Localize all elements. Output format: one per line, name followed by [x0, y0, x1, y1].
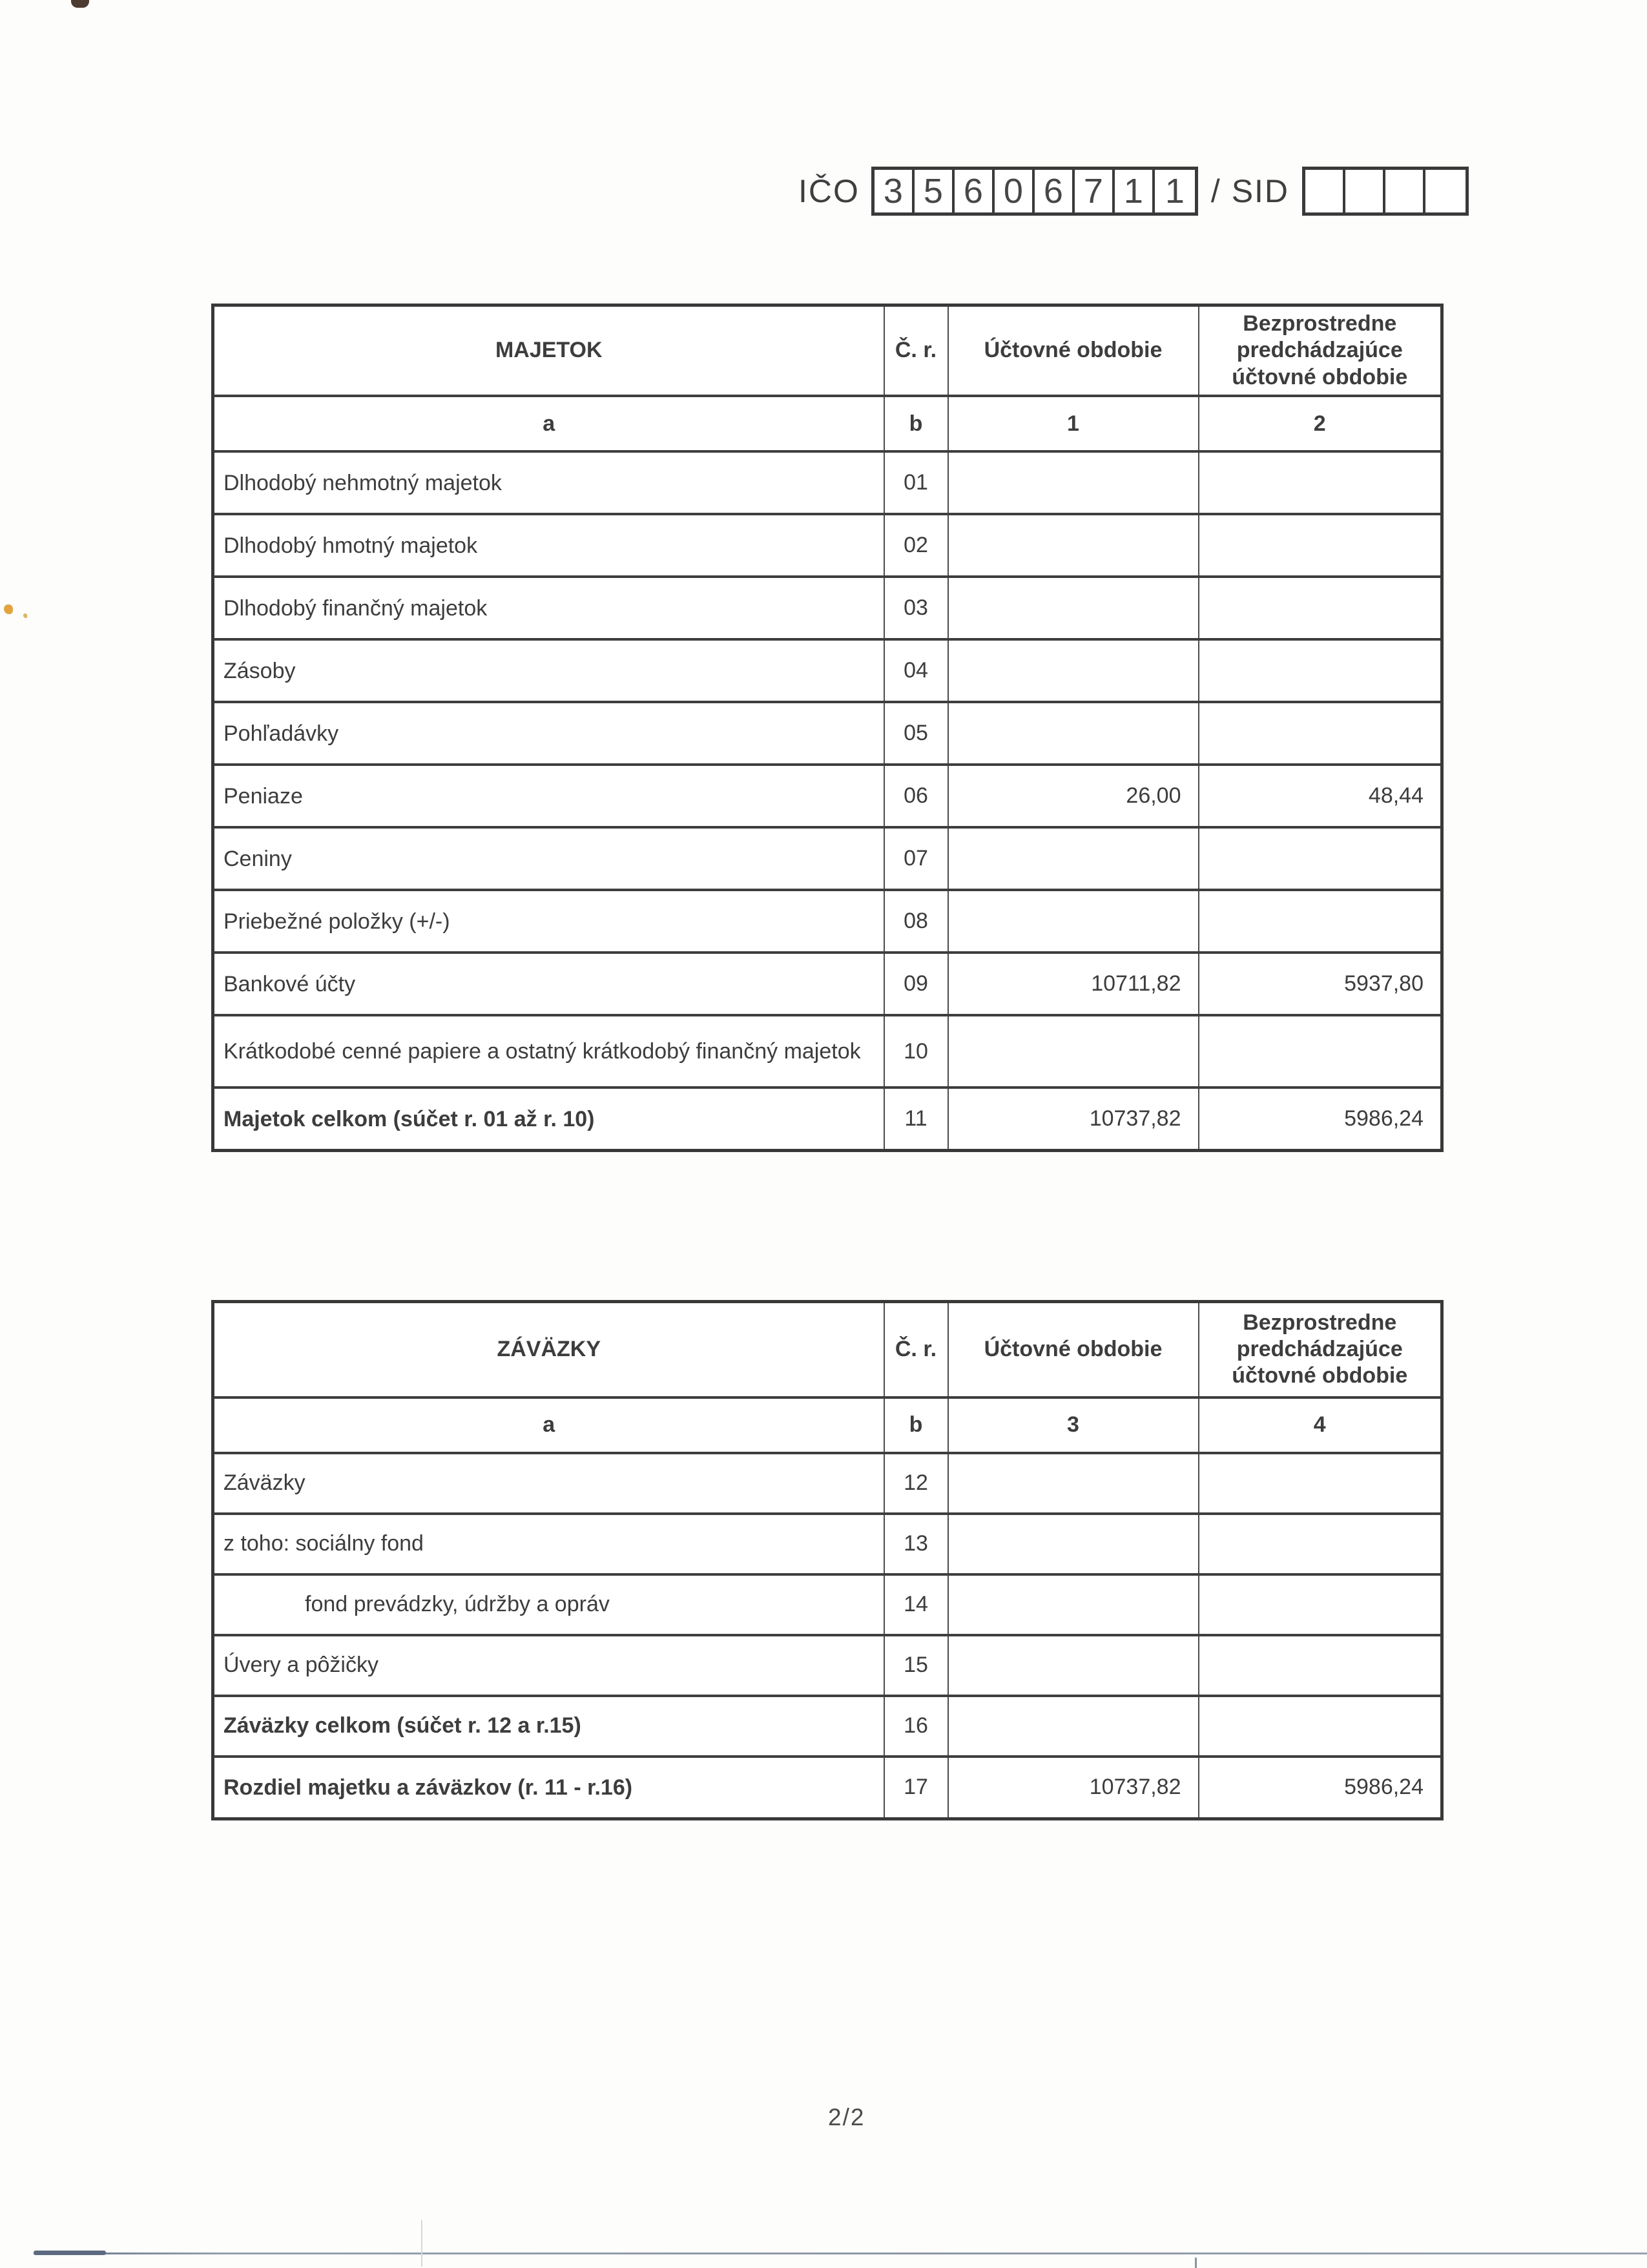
row-label: Pohľadávky: [213, 702, 884, 765]
table-row: [213, 1574, 1442, 1635]
assets-subheader-row: [213, 396, 1442, 451]
row-number: 07: [884, 827, 948, 890]
row-previous-value: [1199, 1696, 1442, 1757]
table-row-total: [213, 1088, 1442, 1150]
liabilities-title: ZÁVÄZKY: [213, 1302, 884, 1397]
row-previous-value: [1199, 1574, 1442, 1635]
row-number: 03: [884, 577, 948, 639]
row-previous-value: [1199, 514, 1442, 577]
scan-edge-line-cap: [34, 2251, 106, 2255]
row-number: 05: [884, 702, 948, 765]
ico-digit-cell: 1: [1165, 172, 1185, 211]
row-label: Dlhodobý nehmotný majetok: [213, 451, 884, 514]
table-row: [213, 702, 1442, 765]
table-row-total: [213, 1757, 1442, 1819]
row-label: Záväzky: [213, 1453, 884, 1514]
row-label: Dlhodobý hmotný majetok: [213, 514, 884, 577]
row-number: 02: [884, 514, 948, 577]
assets-title: MAJETOK: [213, 305, 884, 397]
row-current-value: [948, 451, 1199, 514]
assets-table: [211, 304, 1444, 1152]
sid-empty-cell: [1425, 170, 1466, 212]
table-row: [213, 827, 1442, 890]
ico-digit-cell: 6: [955, 170, 995, 212]
row-number: 01: [884, 451, 948, 514]
sid-empty-cell: [1305, 170, 1345, 212]
subheader-2: 2: [1199, 396, 1442, 451]
row-number: 12: [884, 1453, 948, 1514]
row-number: 14: [884, 1574, 948, 1635]
page-number: 2/2: [828, 2104, 865, 2130]
ico-digit-cell: 5: [915, 170, 955, 212]
row-number: 06: [884, 765, 948, 827]
liabilities-table: [211, 1300, 1444, 1820]
row-previous-value: [1199, 639, 1442, 702]
row-previous-value: [1199, 702, 1442, 765]
row-number: 15: [884, 1635, 948, 1696]
row-number: 08: [884, 890, 948, 953]
row-current-value: [948, 890, 1199, 953]
table-row: [213, 577, 1442, 639]
sid-label: / SID: [1210, 173, 1290, 209]
row-current-value: [948, 827, 1199, 890]
subheader-1: 1: [948, 396, 1199, 451]
row-label: Peniaze: [213, 765, 884, 827]
row-current-value: [948, 1015, 1199, 1088]
table-row-total: [213, 1696, 1442, 1757]
col-row-number-header: Č. r.: [884, 305, 948, 397]
row-current-value: 10737,82: [948, 1757, 1199, 1819]
subheader-a: a: [213, 396, 884, 451]
row-current-value: [948, 1635, 1199, 1696]
sid-empty-cell: [1345, 170, 1385, 212]
row-number: 11: [884, 1088, 948, 1150]
col-previous-period-header: Bezprostredne predchádzajúce účtovné obdobie: [1199, 1302, 1442, 1397]
assets-header-row: [213, 305, 1442, 397]
row-previous-value: [1199, 1453, 1442, 1514]
sid-empty-cell: [1385, 170, 1425, 212]
table-row: [213, 765, 1442, 827]
row-label: Dlhodobý finančný majetok: [213, 577, 884, 639]
ico-digit-cell: 6: [1035, 170, 1075, 212]
table-row: [213, 514, 1442, 577]
row-previous-value: [1199, 451, 1442, 514]
table-row: [213, 1453, 1442, 1514]
row-number: 09: [884, 953, 948, 1015]
row-number: 17: [884, 1757, 948, 1819]
row-current-value: 10711,82: [948, 953, 1199, 1015]
liabilities-subheader-row: [213, 1397, 1442, 1453]
ico-digit-cell: 7: [1075, 170, 1115, 212]
ico-sid-row: [798, 167, 1469, 216]
row-current-value: [948, 1453, 1199, 1514]
row-label: fond prevádzky, údržby a opráv: [213, 1574, 884, 1635]
row-previous-value: [1199, 577, 1442, 639]
row-label: Úvery a pôžičky: [213, 1635, 884, 1696]
row-label: Bankové účty: [213, 953, 884, 1015]
subheader-b: b: [884, 1397, 948, 1453]
row-label: Krátkodobé cenné papiere a ostatný krátkodobý finančný majetok: [213, 1015, 884, 1088]
subheader-b: b: [884, 396, 948, 451]
ico-digit-cell: 1: [1115, 170, 1155, 212]
ico-digit-cell: 0: [995, 170, 1035, 212]
table-row: [213, 1514, 1442, 1574]
row-number: 16: [884, 1696, 948, 1757]
row-label: z toho: sociálny fond: [213, 1514, 884, 1574]
row-label: Ceniny: [213, 827, 884, 890]
scan-artifact-orange-speck: [4, 604, 13, 614]
table-row: [213, 890, 1442, 953]
subheader-a: a: [213, 1397, 884, 1453]
row-current-value: [948, 639, 1199, 702]
row-previous-value: 5937,80: [1199, 953, 1442, 1015]
row-label: Rozdiel majetku a záväzkov (r. 11 - r.16): [213, 1757, 884, 1819]
row-label: Priebežné položky (+/-): [213, 890, 884, 953]
scan-hairline: [421, 2220, 422, 2267]
table-row: [213, 953, 1442, 1015]
col-current-period-header: Účtovné obdobie: [948, 1302, 1199, 1397]
row-previous-value: [1199, 1514, 1442, 1574]
row-current-value: 10737,82: [948, 1088, 1199, 1150]
ico-label: IČO: [798, 173, 860, 209]
row-current-value: [948, 514, 1199, 577]
row-number: 10: [884, 1015, 948, 1088]
col-previous-period-header: Bezprostredne predchádzajúce účtovné obdobie: [1199, 305, 1442, 397]
table-row: [213, 1015, 1442, 1088]
row-current-value: [948, 577, 1199, 639]
table-row: [213, 1635, 1442, 1696]
row-previous-value: [1199, 890, 1442, 953]
row-previous-value: [1199, 1635, 1442, 1696]
row-current-value: [948, 1696, 1199, 1757]
row-label: Záväzky celkom (súčet r. 12 a r.15): [213, 1696, 884, 1757]
row-number: 04: [884, 639, 948, 702]
sid-empty-boxes: [1302, 167, 1469, 216]
row-label: Majetok celkom (súčet r. 01 až r. 10): [213, 1088, 884, 1150]
col-row-number-header: Č. r.: [884, 1302, 948, 1397]
liabilities-header-row: [213, 1302, 1442, 1397]
ico-digit-cell: 3: [875, 170, 915, 212]
row-current-value: [948, 702, 1199, 765]
row-label: Zásoby: [213, 639, 884, 702]
row-previous-value: 48,44: [1199, 765, 1442, 827]
row-previous-value: [1199, 827, 1442, 890]
col-current-period-header: Účtovné obdobie: [948, 305, 1199, 397]
table-row: [213, 639, 1442, 702]
subheader-4: 4: [1199, 1397, 1442, 1453]
row-number: 13: [884, 1514, 948, 1574]
row-current-value: 26,00: [948, 765, 1199, 827]
row-previous-value: 5986,24: [1199, 1088, 1442, 1150]
subheader-3: 3: [948, 1397, 1199, 1453]
table-row: [213, 451, 1442, 514]
row-previous-value: 5986,24: [1199, 1757, 1442, 1819]
scan-artifact-top-left: [71, 0, 89, 8]
scan-edge-line: [34, 2253, 1647, 2254]
ico-digit-boxes: [871, 167, 1198, 216]
row-current-value: [948, 1574, 1199, 1635]
row-previous-value: [1199, 1015, 1442, 1088]
row-current-value: [948, 1514, 1199, 1574]
